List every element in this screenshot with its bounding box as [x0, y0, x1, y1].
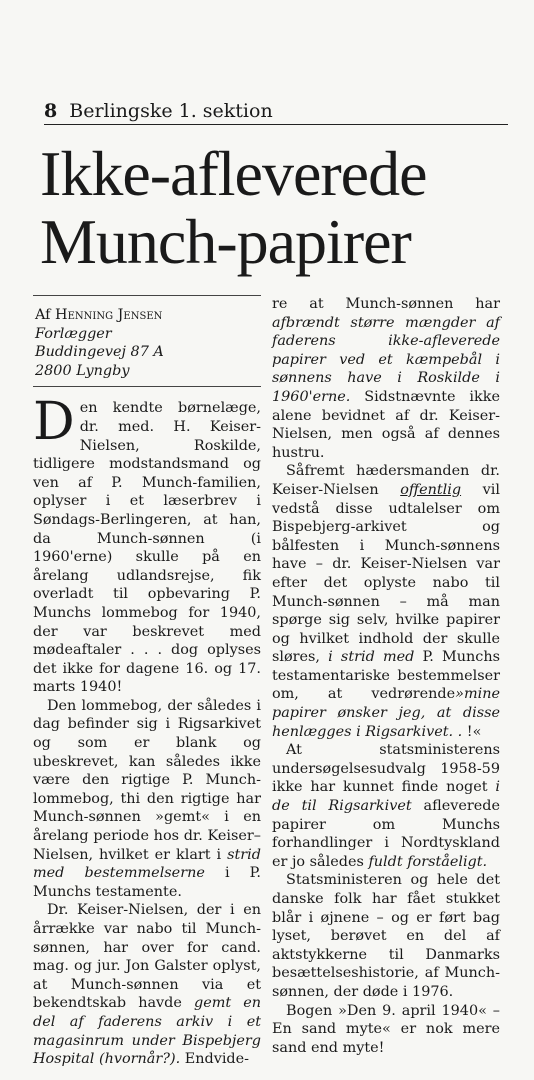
left-column: [33, 295, 261, 1069]
section-title: Berlingske 1. sektion: [69, 100, 273, 122]
page-header: [44, 100, 508, 125]
byline-author: Henning Jensen: [55, 307, 163, 323]
paragraph-2-text-b: i P. Munchs testamente.: [33, 865, 261, 900]
byline-prefix: Af: [35, 307, 51, 323]
paragraph-1-text: en kendte børnelæge, dr. med. H. Keiser-Nielsen, Roskilde, tidligere modstandsmand og ven af P. Munch-familien, oplyser i et læserbrev i Søndags-Berlingeren, at han, da Munch-sønnen (i 1960'erne) skulle på en årelang udlandsrejse, fik overladt til opbevaring P. Munchs lommebog for 1940, der var beskrevet med mødeaftaler . . . dog oplyses det ikke for dagene 16. og 17. marts 1940!: [33, 400, 261, 696]
byline-city: 2800 Lyngby: [35, 362, 130, 379]
paragraph-5-emphasis-2: fuldt forståeligt.: [368, 853, 488, 870]
paragraph-4-text-b: vil vedstå disse udtalelser om Bispebjerg-arkivet og bålfesten i Munch-sønnens have – dr. Keiser-Nielsen var efter det oplyste nabo til Munch-sønnen – må man spørge sig selv, hvilke papirer og hvilket indhold der skulle sløres,: [272, 481, 500, 666]
paragraph-4-emphasis-3: »mine papirer ønsker jeg, at disse henlægges i Rigsarkivet. .: [272, 686, 500, 740]
paragraph-3c-emphasis: afbrændt større mængder af faderens ikke-afleverede papirer ved et kæmpebål i sønnens have i Roskilde i 1960'erne.: [272, 314, 500, 405]
paragraph-3: [33, 901, 261, 1068]
right-column: [272, 295, 500, 1057]
article-headline: [40, 140, 510, 276]
byline-role: Forlægger: [35, 325, 112, 342]
paragraph-2-text-a: Den lommebog, der således i dag befinder sig i Rigsarkivet og som er blank og ubeskrevet, kan således ikke være den rigtige P. Munch-lommebog, thi den rigtige har Munch-sønnen »gemt« i en årelang periode hos dr. Keiser–Nielsen, hvilket er klart i: [33, 697, 261, 863]
paragraph-4-emphasis-1: offentlig: [400, 481, 462, 498]
drop-cap: D: [33, 392, 75, 453]
paragraph-3c-text-a: re at Munch-sønnen har: [272, 296, 500, 312]
paragraph-1: [33, 392, 261, 697]
paragraph-2: [33, 697, 261, 902]
page-number: 8: [44, 100, 58, 122]
paragraph-6: Statsministeren og hele det danske folk har fået stukket blår i øjnene – og er ført bag lyset, berøvet en del af aktstykkerne til Danmarks besættelseshistorie, af Munch-sønnen, der døde i 1976.: [272, 872, 500, 1000]
paragraph-3-continued: [272, 295, 500, 462]
paragraph-4-text-a: Såfremt hædersmanden dr. Keiser-Nielsen: [272, 463, 500, 498]
paragraph-4-text-c: P. Munchs testamentariske bestemmelser om, at vedrørende: [272, 649, 500, 703]
headline-line-1: Ikke-afleverede: [40, 138, 427, 209]
paragraph-3-emphasis: gemt en del af faderens arkiv i et magasinrum under Bispebjerg Hospital (hvornår?).: [33, 995, 261, 1068]
paragraph-5-emphasis-1: i de til Rigsarkivet: [272, 779, 500, 815]
byline: [33, 295, 261, 387]
paragraph-5-text-b: afleverede papirer om Munchs forhandlinger i Nordtyskland er jo således: [272, 798, 500, 870]
paragraph-5: [272, 741, 500, 871]
byline-author-line: [35, 306, 261, 325]
paragraph-3-text-b: Endvide-: [180, 1051, 250, 1068]
paragraph-4-text-d: !«: [462, 723, 482, 740]
paragraph-7: Bogen »Den 9. april 1940« – En sand myte« er nok mere sand end myte!: [272, 1002, 500, 1056]
paragraph-4-emphasis-2: i strid med: [328, 649, 415, 666]
headline-line-2: Munch-papirer: [40, 206, 411, 277]
paragraph-3c-text-b: Sidstnævnte ikke alene bevidnet af dr. Keiser-Nielsen, men også af dennes hustru.: [272, 388, 500, 461]
paragraph-3-text-a: Dr. Keiser-Nielsen, der i en årrække var nabo til Munch-sønnen, har over for cand. mag. og jur. Jon Galster oplyst, at Munch-sønnen via et bekendtskab havde: [33, 902, 261, 1012]
paragraph-4: [272, 462, 500, 741]
byline-street: Buddingevej 87 A: [35, 344, 164, 361]
paragraph-2-emphasis: strid med bestemmelserne: [33, 846, 261, 882]
paragraph-5-text-a: At statsministerens undersøgelsesudvalg 1958-59 ikke har kunnet finde noget: [272, 742, 500, 796]
